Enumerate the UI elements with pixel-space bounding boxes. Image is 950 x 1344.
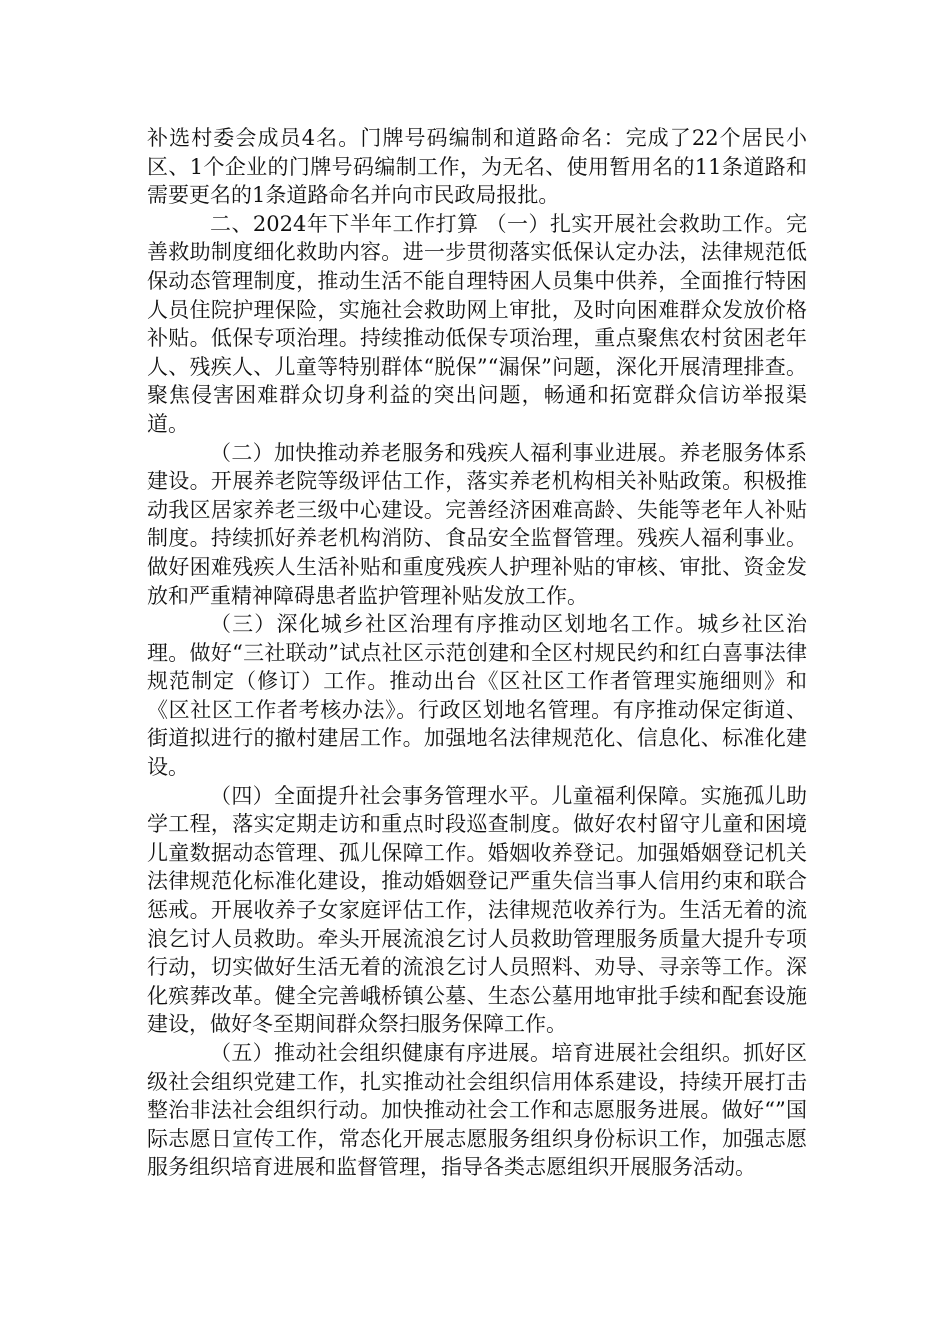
document-body [147,124,807,1182]
paragraph-community-naming: 补选村委会成员4名。门牌号码编制和道路命名：完成了22个居民小区、1个企业的门牌号码编制工作，为无名、使用暂用名的11条道路和需要更名的1条道路命名并向市民政局报批。 [147,126,807,208]
paragraph-social-assistance: 二、2024年下半年工作打算 （一）扎实开展社会救助工作。完善救助制度细化救助内容。进一步贯彻落实低保认定办法，法律规范低保动态管理制度，推动生活不能自理特困人员集中供养，全面推行特困人员住院护理保险，实施社会救助网上审批，及时向困难群众发放价格补贴。低保专项治理。持续推动低保专项治理，重点聚焦农村贫困老年人、残疾人、儿童等特别群体“脱保”“漏保”问题，深化开展清理排查。聚焦侵害困难群众切身利益的突出问题，畅通和拓宽群众信访举报渠道。 [147,211,807,436]
paragraph-community-governance: （三）深化城乡社区治理有序推动区划地名工作。城乡社区治理。做好“三社联动”试点社区示范创建和全区村规民约和红白喜事法律规范制定（修订）工作。推动出台《区社区工作者管理实施细则》和《区社区工作者考核办法》。行政区划地名管理。有序推动保定街道、街道拟进行的撤村建居工作。加强地名法律规范化、信息化、标准化建设。 [147,612,807,780]
paragraph-elderly-disabled-services: （二）加快推动养老服务和残疾人福利事业进展。养老服务体系建设。开展养老院等级评估工作，落实养老机构相关补贴政策。积极推动我区居家养老三级中心建设。完善经济困难高龄、失能等老年人补贴制度。持续抓好养老机构消防、食品安全监督管理。残疾人福利事业。做好困难残疾人生活补贴和重度残疾人护理补贴的审核、审批、资金发放和严重精神障碍患者监护管理补贴发放工作。 [147,440,807,608]
paragraph-social-affairs: （四）全面提升社会事务管理水平。儿童福利保障。实施孤儿助学工程，落实定期走访和重点时段巡查制度。做好农村留守儿童和困境儿童数据动态管理、孤儿保障工作。婚姻收养登记。加强婚姻登记机关法律规范化标准化建设，推动婚姻登记严重失信当事人信用约束和联合惩戒。开展收养子女家庭评估工作，法律规范收养行为。生活无着的流浪乞讨人员救助。牵头开展流浪乞讨人员救助管理服务质量大提升专项行动，切实做好生活无着的流浪乞讨人员照料、劝导、寻亲等工作。深化殡葬改革。健全完善峨桥镇公墓、生态公墓用地审批手续和配套设施建设，做好冬至期间群众祭扫服务保障工作。 [147,783,807,1037]
paragraph-social-organizations: （五）推动社会组织健康有序进展。培育进展社会组织。抓好区级社会组织党建工作，扎实推动社会组织信用体系建设，持续开展打击整治非法社会组织行动。加快推动社会工作和志愿服务进展。做好“”国际志愿日宣传工作，常态化开展志愿服务组织身份标识工作，加强志愿服务组织培育进展和监督管理，指导各类志愿组织开展服务活动。 [147,1041,807,1180]
